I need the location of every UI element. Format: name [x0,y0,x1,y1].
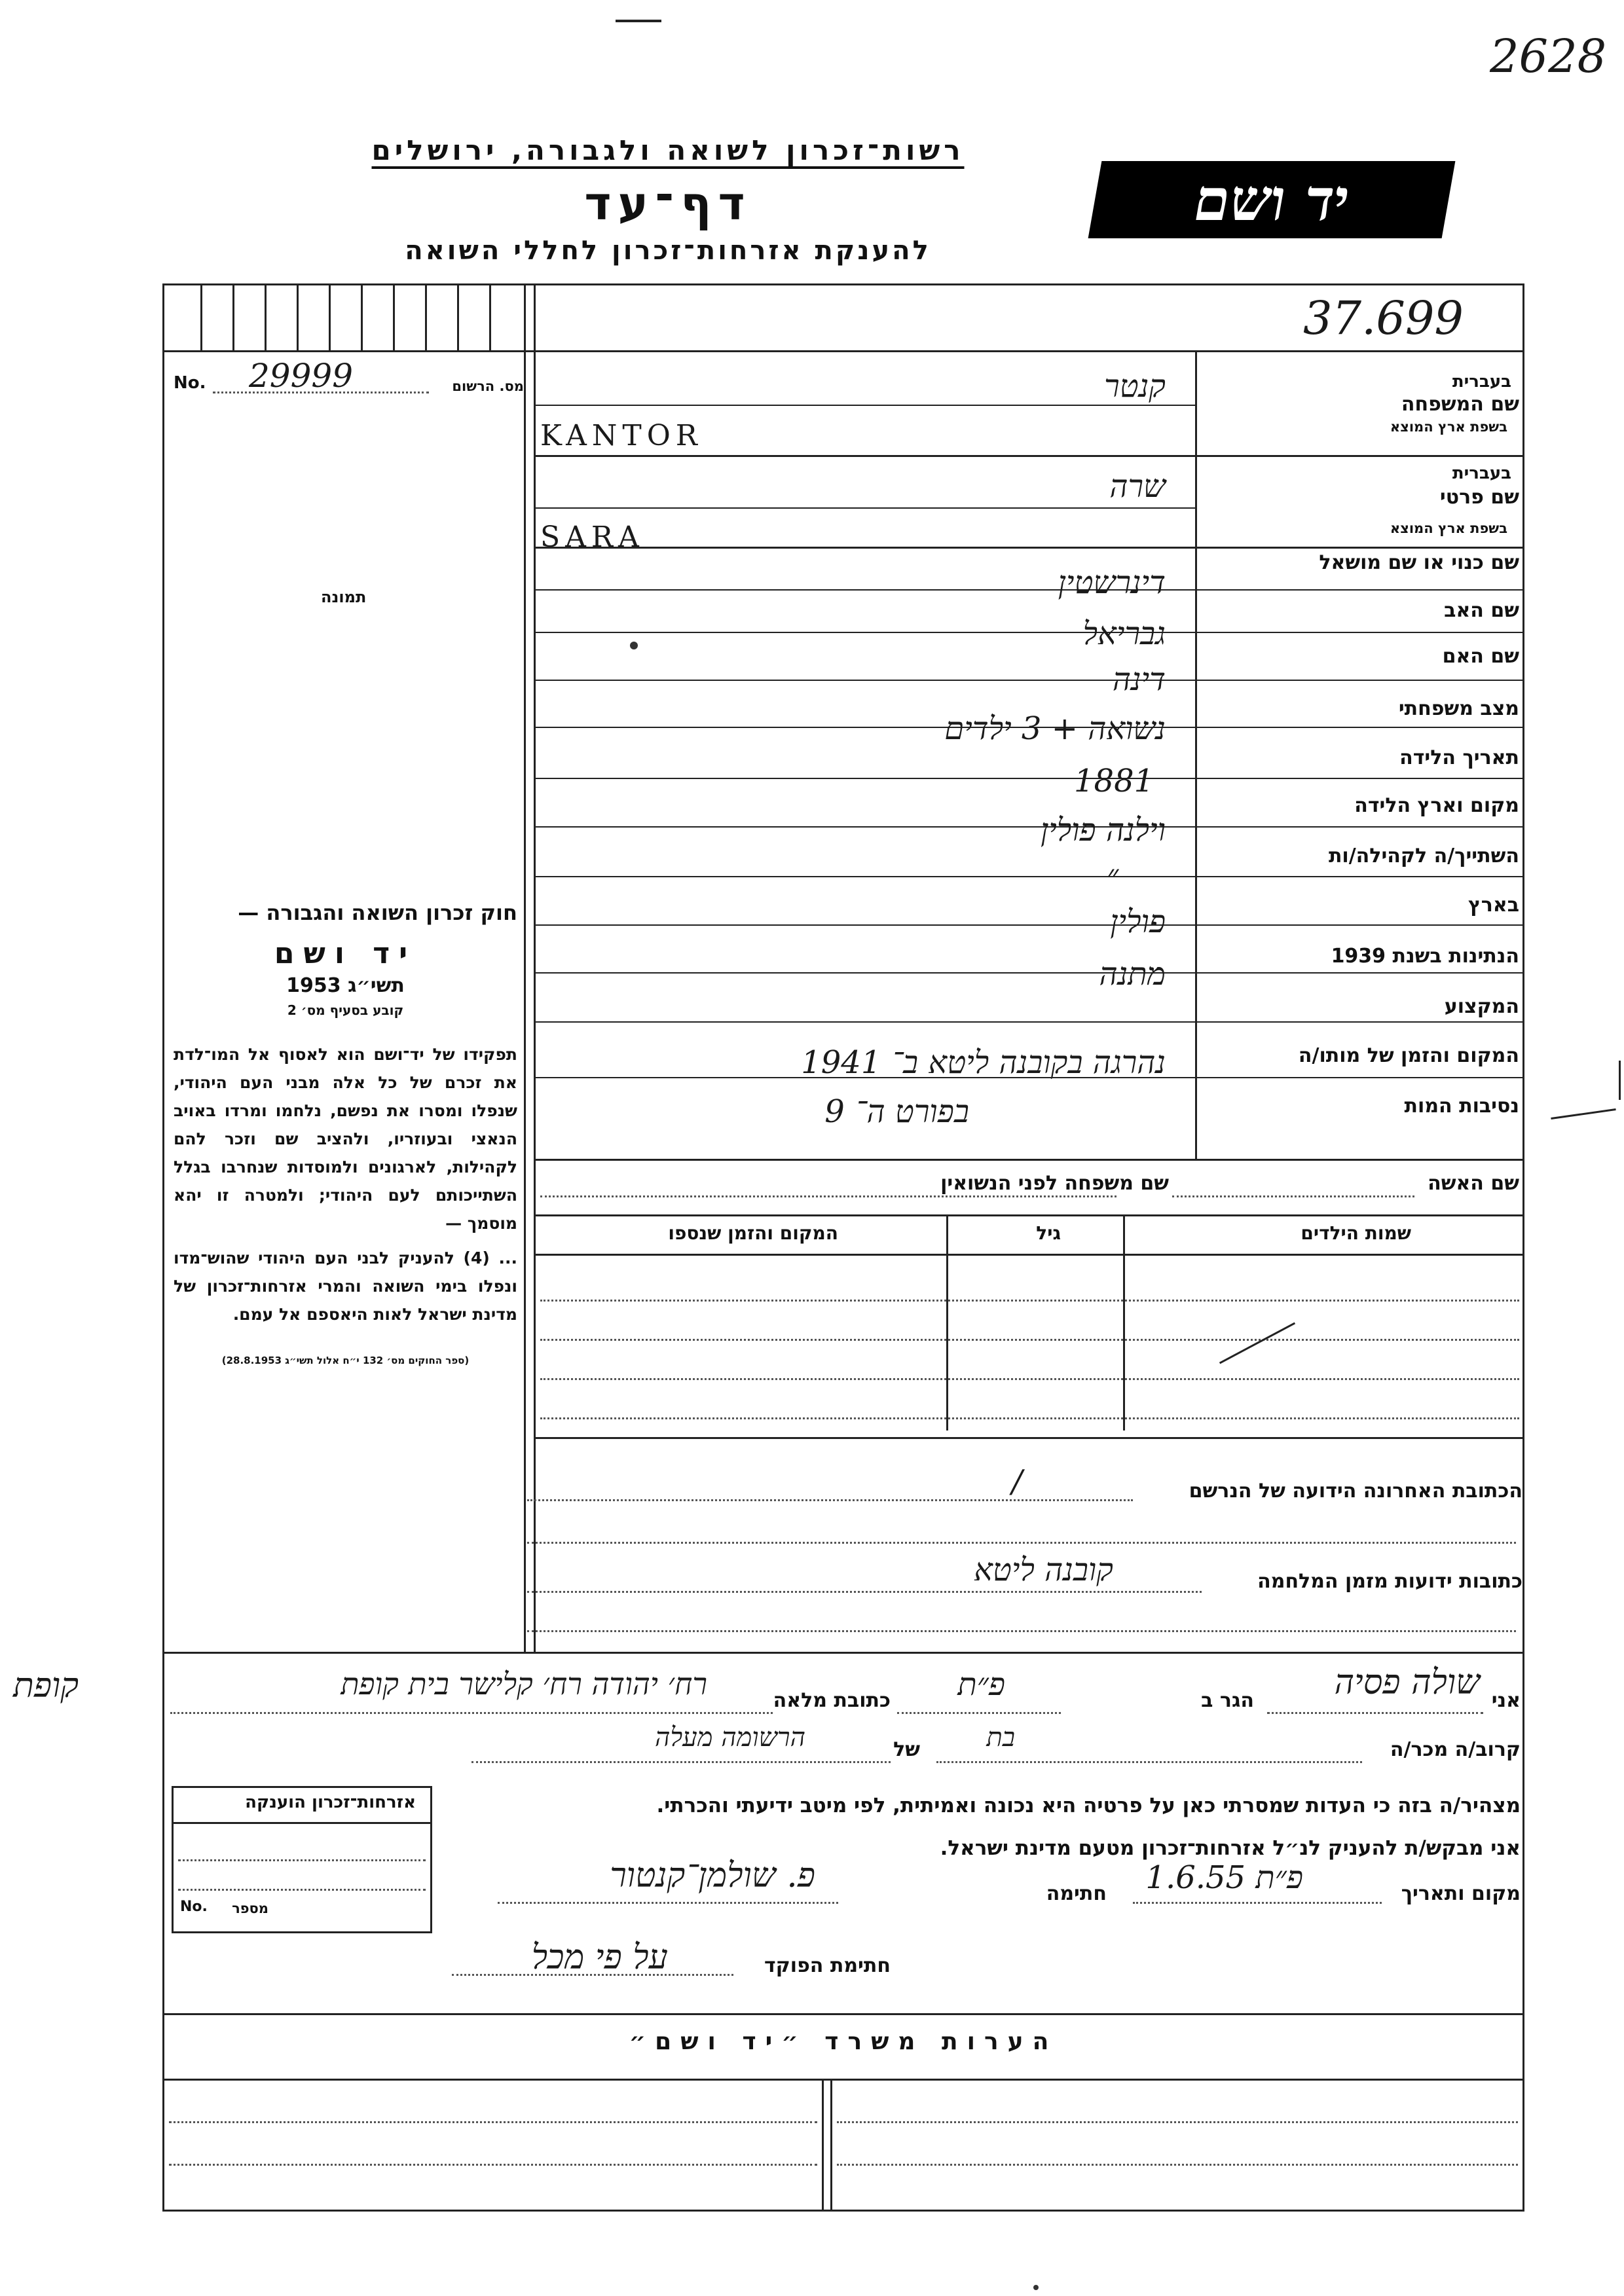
id-cell-sep [329,283,331,350]
family-name-bottom [534,455,1524,457]
label-column-divider [1195,350,1197,1159]
declarant-of-label: של [893,1738,920,1761]
first-name-bottom [534,547,1524,549]
official-signature-label: חתימת הפוקד [764,1954,891,1977]
signature-label: חתימה [1046,1882,1107,1905]
row-line [534,680,1524,681]
last-address-value: / [1012,1463,1023,1500]
yad-vashem-logo [1088,161,1456,238]
office-notes-line [837,2121,1518,2123]
statute-ref: קובע בסעיף מס׳ 2 [287,1002,404,1018]
family-name-hebrew: קנטר [1104,368,1166,405]
spouse-label: שם האשה [1428,1172,1519,1195]
family-name-label: שם המשפחה [1401,393,1519,416]
war-addresses-dots [527,1591,1202,1593]
margin-mark [1619,1061,1621,1100]
row-line [534,826,1524,828]
margin-mark [1551,1108,1615,1120]
id-cell-sep [232,283,234,350]
declarant-name: שולה פסיה [1334,1663,1480,1702]
declaration-text-1: מצהיר/ה בזה כי העדות שמסרתי כאן על פרטיה היא נכונה ואמיתית, לפי מיטב ידיעתי והכרתי. [656,1794,1521,1817]
id-cell-sep [265,283,267,350]
first-name-origin: SARA [540,520,644,554]
children-row-line [540,1378,1519,1380]
row-line [534,924,1524,926]
birth-place-value: 1881 [1074,763,1154,799]
family-name-origin: KANTOR [540,419,703,452]
father-label: שם האב [1444,599,1519,622]
statute-para1: תפקידו של יד־ושם הוא לאסוף אל המו־לדת את זכרם של כל אלה מבני העם היהודי, שנפלו ומסרו את נפשם, נלחמו ומרדו באויב הנאצי ובעוזריו, ולהציב שם וזכר להם לקהילות, לארגונים ולמוסדות שנחרבו בגלל השתייכותם לעם היהודי; ולמטרה זו יהא מוסמך — [174,1045,517,1233]
office-notes-divider [822,2079,824,2212]
community-value: וילנה פולין [1040,812,1166,848]
war-addresses-label: כתובות ידועות מזמן המלחמה [1257,1570,1522,1593]
id-cell-sep [489,283,491,350]
declarant-city: פ״ת [957,1666,1005,1703]
place-date-dots [1133,1902,1382,1904]
top-mark [616,20,661,22]
declarant-ani: אני [1491,1689,1521,1712]
logo-text: יד ושם [1188,166,1356,234]
spouse-dots [1172,1195,1414,1197]
last-address-dots [527,1499,1133,1501]
declarant-relative-label: קרוב/ה מכר/ה [1390,1738,1521,1761]
family-name-mid-line [534,405,1195,406]
page-title: דף־עד [584,177,752,230]
id-cell-sep [425,283,427,350]
death-place-time-value: נהרגה בקובנה ליטא ב־ 1941 [801,1044,1166,1081]
registration-number: 29999 [249,357,354,395]
row-line [534,632,1524,633]
statute-para2: ... (4) להעניק לבני העם היהודי שהוש־מדו ונפלו בימי השואה והמרי אזרחות־זכרון של מדינת ישראל לאות היאספם אל עמם. [174,1248,517,1324]
signature-dots [498,1902,838,1904]
row-line [534,1077,1524,1078]
profession-value: מתנה [1099,956,1166,993]
birth-place-label: מקום וארץ הלידה [1354,794,1519,817]
death-place-time-label: המקום והזמן של מותו/ה [1298,1044,1519,1067]
registration-no-label: No. [174,373,206,393]
statute-name: יד ושם [274,937,417,970]
community-label: השתייך/ה לקהילה/ות [1328,845,1519,867]
declarant-address-dots [170,1712,773,1714]
office-notes-title: הערות משרד ״יד ושם״ [629,2028,1058,2055]
id-cell-sep [297,283,299,350]
id-cell-sep [393,283,395,350]
statute-year: תשי״ג 1953 [286,974,405,997]
children-row-line [540,1339,1519,1341]
ink-dot [630,642,638,649]
marital-label: מצב משפחתי [1398,697,1519,720]
last-address-dots-2 [527,1542,1516,1544]
office-notes-line [169,2121,817,2123]
section-line [162,1652,1524,1654]
left-column-divider [524,283,526,1652]
file-number: 37.699 [1303,291,1464,345]
page-subtitle: להענקת אזרחות־זכרון לחללי השואה [405,236,931,266]
statute-title: חוק זכרון השואה והגבורה — [238,900,517,925]
row-line [534,778,1524,779]
ink-dot [1033,2285,1039,2290]
death-circumstances-label: נסיבות המות [1404,1095,1519,1118]
first-name-label: שם פרטי [1439,486,1519,509]
row-line [534,876,1524,877]
children-col-names: שמות הילדים [1301,1222,1411,1244]
left-column-divider-2 [534,283,536,1652]
section-line [534,1437,1524,1439]
official-signature: על פי מכל [531,1938,668,1977]
citizenship-box-title: אזרחות־זכרון הוענקה [245,1793,416,1812]
declarant-of-value: הרשומה מעלה [655,1722,805,1753]
citizenship-label: הנתינות בשנת 1939 [1331,945,1519,968]
father-value: דינרשטין [1058,564,1166,601]
declarant-signature: פ. שולמן־קנטור [610,1856,815,1895]
declarant-resides-label: הגר ב [1201,1689,1254,1712]
id-cell-sep [200,283,202,350]
family-name-lang-he: בעברית [1452,372,1511,392]
declarant-full-address-label: כתובת מלאה [773,1689,891,1712]
registration-label: מס. הרשום [452,378,524,394]
margin-handwriting: קופת [13,1666,79,1705]
birth-date-value: נשואה + 3 ילדים [944,710,1166,747]
row-line [534,589,1524,591]
place-date-value: פ״ת 1.6.55 [1145,1859,1303,1896]
office-notes-divider [830,2079,832,2212]
nickname-label: שם כנוי או שם מושאל [1319,551,1519,574]
declaration-text-2: אני מבקש/ת להעניק לנ״ל אזרחות־זכרון מטעם מדינת ישראל. [940,1836,1521,1860]
citizenship-box-no-label: No. [180,1899,208,1915]
declarant-of-dots [471,1761,891,1763]
authority-name: רשות־זכרון לשואה ולגבורה, ירושלים [371,134,965,166]
declarant-address: רח׳ יהודה רח׳ קלישר בית קופת [341,1666,707,1702]
children-col-age: גיל [1036,1222,1061,1244]
children-col-sep [946,1214,948,1430]
id-cell-sep [361,283,363,350]
war-addresses-value: קובנה ליטא [974,1552,1113,1588]
children-row-line [540,1417,1519,1419]
declarant-city-dots [897,1712,1061,1714]
spouse-maiden-label: שם משפחה לפני הנשואין [940,1172,1169,1195]
children-header-line [534,1254,1524,1256]
row-line [534,1021,1524,1023]
birth-date-label: תאריך הלידה [1399,746,1519,769]
citizenship-box-title-line [172,1822,432,1824]
marital-value: דינה [1112,661,1166,698]
death-circumstances-value: בפורט ה־ 9 [824,1093,969,1130]
first-name-lang-origin: בשפת ארץ המוצא [1390,520,1507,536]
office-notes-line [837,2164,1518,2166]
office-notes-header-line [162,2079,1524,2081]
war-addresses-dots-2 [527,1630,1516,1632]
declarant-name-dots [1267,1712,1483,1714]
children-row-line [540,1300,1519,1302]
row-line [534,972,1524,974]
declarant-relative-dots [936,1761,1362,1763]
profession-label: המקצוע [1444,995,1519,1018]
citizenship-value: פולין [1110,903,1166,940]
id-row-bottom [162,350,1524,352]
first-name-lang-he: בעברית [1452,464,1511,483]
place-date-label: מקום ותאריך [1401,1882,1521,1905]
mother-label: שם האם [1442,645,1519,668]
country-value: ״ [1107,858,1119,894]
photo-label: תמונה [321,588,367,606]
statute-block [174,900,517,1366]
office-notes-line [169,2164,817,2166]
country-label: בארץ [1467,894,1519,917]
children-col-place: המקום והזמן שנספו [668,1222,838,1244]
archive-number: 2628 [1490,29,1607,83]
spouse-maiden-dots [540,1195,1116,1197]
id-cell-sep [457,283,459,350]
section-line [534,1159,1524,1161]
first-name-hebrew: שרה [1109,468,1166,505]
statute-citation: (ספר החוקים מס׳ 132 י״ח אלול תשי״ג 28.8.1953) [221,1355,470,1366]
office-notes-top [162,2013,1524,2015]
family-name-lang-origin: בשפת ארץ המוצא [1390,419,1507,435]
citizenship-box-line [178,1859,426,1861]
children-col-sep [1123,1214,1125,1430]
section-line [534,1214,1524,1216]
citizenship-box-line [178,1889,426,1891]
mother-value: גבריאל [1082,615,1166,652]
citizenship-box-number-label: מספר [232,1901,268,1916]
first-name-mid-line [534,507,1195,509]
last-address-label: הכתובת האחרונה הידועה של הנרשם [1189,1480,1522,1503]
declarant-relative-value: בת [986,1722,1015,1753]
